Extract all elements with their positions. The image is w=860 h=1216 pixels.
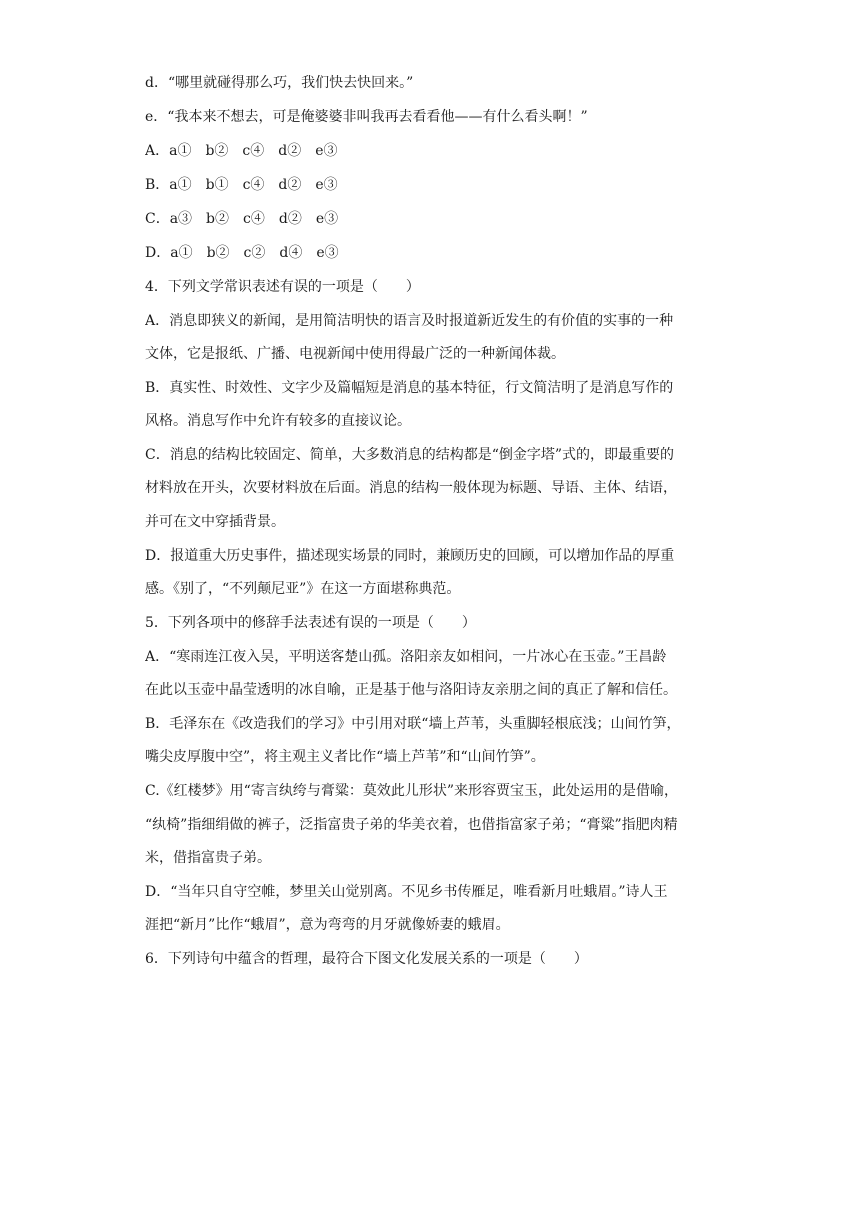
q5-option-c-line2: “纨椅”指细绢做的裤子，泛指富贵子弟的华美衣着，也借指富家子弟；“膏粱”指肥肉精 [145,817,678,833]
q4-option-a-line1: A．消息即狭义的新闻，是用简洁明快的语言及时报道新近发生的有价值的实事的一种 [145,313,674,329]
q3-choice-c: C．a③ b② c④ d② e③ [145,211,339,227]
q5-option-d-line2: 涯把“新月”比作“蛾眉”，意为弯弯的月牙就像娇妻的蛾眉。 [145,917,510,933]
q5-option-a-line2: 在此以玉壶中晶莹透明的冰自喻，正是基于他与洛阳诗友亲朋之间的真正了解和信任。 [145,682,677,698]
q4-option-b-line2: 风格。消息写作中允许有较多的直接议论。 [145,413,411,429]
question-5-stem: 5．下列各项中的修辞手法表述有误的一项是（ ） [145,615,476,631]
option-d-quote: d．“哪里就碰得那么巧，我们快去快回来。” [145,75,414,91]
q5-option-a-line1: A．“寒雨连江夜入吴，平明送客楚山孤。洛阳亲友如相问，一片冰心在玉壶。”王昌龄 [145,649,667,665]
q4-option-c-line2: 材料放在开头，次要材料放在后面。消息的结构一般体现为标题、导语、主体、结语， [145,480,677,496]
q4-option-c-line1: C．消息的结构比较固定、简单，大多数消息的结构都是“倒金字塔”式的，即最重要的 [145,447,675,463]
q4-option-d-line2: 感。《别了，“不列颠尼亚”》在这一方面堪称典范。 [145,581,461,597]
question-6-stem: 6．下列诗句中蕴含的哲理，最符合下图文化发展关系的一项是（ ） [145,951,588,967]
q3-choice-b: B．a① b① c④ d② e③ [145,177,338,193]
q5-option-d-line1: D．“当年只自守空帷，梦里关山觉别离。不见乡书传雁足，唯看新月吐蛾眉。”诗人王 [145,884,668,900]
q3-choice-a: A．a① b② c④ d② e③ [145,143,338,159]
q4-option-b-line1: B．真实性、时效性、文字少及篇幅短是消息的基本特征，行文简洁明了是消息写作的 [145,380,674,396]
question-4-stem: 4．下列文学常识表述有误的一项是（ ） [145,279,420,295]
q4-option-d-line1: D．报道重大历史事件，描述现实场景的同时，兼顾历史的回顾，可以增加作品的厚重 [145,548,675,564]
option-e-quote: e．“我本来不想去，可是俺婆婆非叫我再去看看他——有什么看头啊！” [145,109,588,125]
q5-option-c-line3: 米，借指富贵子弟。 [145,850,271,866]
q5-option-b-line1: B．毛泽东在《改造我们的学习》中引用对联“墙上芦苇，头重脚轻根底浅；山间竹笋， [145,716,681,732]
q5-option-c-line1: C.《红楼梦》用“寄言纨绔与膏粱：莫效此儿形状”来形容贾宝玉，此处运用的是借喻， [145,783,678,799]
q4-option-a-line2: 文体，它是报纸、广播、电视新闻中使用得最广泛的一种新闻体裁。 [145,346,565,362]
q3-choice-d: D．a① b② c② d④ e③ [145,245,339,261]
q4-option-c-line3: 并可在文中穿插背景。 [145,514,285,530]
q5-option-b-line2: 嘴尖皮厚腹中空”，将主观主义者比作“墙上芦苇”和“山间竹笋”。 [145,749,545,765]
